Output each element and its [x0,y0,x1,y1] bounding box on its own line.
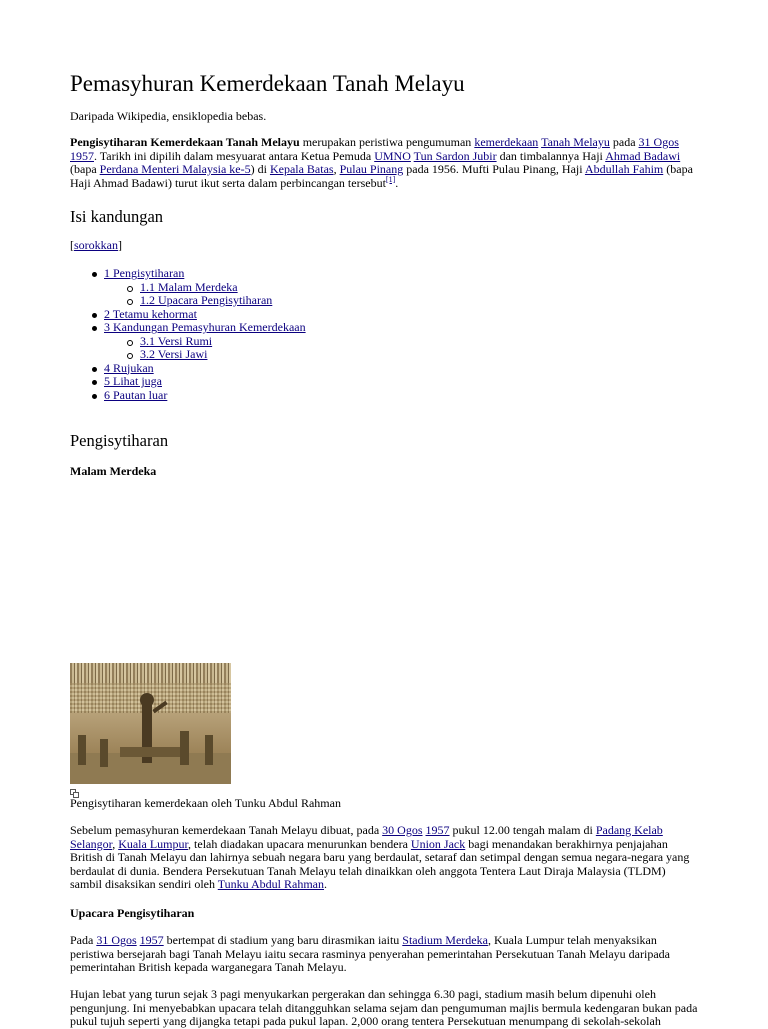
bullet-icon [127,286,133,292]
photo-declaration[interactable] [70,663,231,784]
body-text: , telah diadakan upacara menurunkan bendera [188,836,411,851]
intro-text: (bapa [70,162,100,176]
intro-text: . [395,175,399,190]
toc-item [70,389,306,403]
photo-table [120,747,180,757]
toc-label: Versi Rumi [155,333,213,348]
paragraph-upacara [70,934,698,975]
toc-number: 5 [104,374,110,388]
toc-label: Pengisytiharan [110,266,185,280]
photo-figure-head [140,693,154,707]
bullet-icon [127,340,133,346]
toc-label: Versi Jawi [155,347,208,361]
toc-number: 1 [104,266,110,280]
toc-link[interactable] [104,361,154,375]
link-kemerdekaan[interactable]: kemerdekaan [474,135,539,149]
bullet-icon [92,313,97,318]
bullet-icon [92,272,97,277]
photo-figure [100,739,108,767]
intro-text: dan timbalannya Haji [496,148,606,163]
intro-text: . Tarikh ini dipilih dalam mesyuarat antara Ketua Pemuda [94,148,375,163]
bullet-icon [92,394,97,399]
body-text: . [324,877,328,891]
link-kepala-batas[interactable]: Kepala Batas [269,162,334,176]
body-text: , Kuala Lumpur telah menyaksikan peristiwa bersejarah bagi Tanah Melayu iaitu secara rasminya penyerahan pemerintahan Persekutuan Tanah Melayu daripada pemerintahan British kepada warganegara Tanah Melayu. [70,933,670,974]
link-umno[interactable]: UMNO [374,148,411,163]
intro-text: , [333,162,340,176]
link-padang-kelab-selangor[interactable]: Padang Kelab Selangor [70,823,663,851]
toc-number: 3.2 [140,347,155,361]
paragraph-hujan: Hujan lebat yang turun sejak 3 pagi menyukarkan pergerakan dan sehingga 6.30 pagi, stadium masih belum dipenuhi oleh pengunjung. Ini menyebabkan upacara telah ditangguhkan selama sejam dan pengumuman majlis bermula kedengaran bukan pada pukul tujuh seperti yang dijangka tetapi pada pukul lapan. 2,000 orang tentera Persekutuan menumpang di sekolah-sekolah [70,987,698,1028]
photo-caption: Pengisytiharan kemerdekaan oleh Tunku Abdul Rahman [70,796,341,810]
link-1957[interactable]: 1957 [139,933,164,947]
toc-link[interactable] [140,334,212,348]
body-text: bagi menandakan berakhirnya penjajahan British di Tanah Melayu dan lahirnya sebuah negara baru yang berdaulat, setaraf dan setimpal dengan semua negara-negara yang berdaulat di dunia. Bendera Persekutuan Tanah Melayu telah dinaikkan oleh anggota Tentera Laut Diraja Malaysia (TLDM) sambil disaksikan sendiri oleh [70,836,690,891]
body-text: bertempat di stadium yang baru dirasmikan iaitu [163,933,403,947]
toc-number: 6 [104,387,110,402]
paragraph-malam-merdeka [70,824,698,892]
toc-link[interactable] [140,280,238,294]
toc-label: Pautan luar [110,387,168,402]
toc-label: Lihat juga [110,374,162,388]
bullet-icon [127,299,133,305]
toc-label: Malam Merdeka [155,279,238,294]
intro-text: pada 1956. Mufti Pulau Pinang, Haji [403,162,585,176]
tagline: Daripada Wikipedia, ensiklopedia bebas. [70,109,267,123]
toc-item [70,267,306,281]
link-31-ogos[interactable]: 31 Ogos [638,135,679,149]
intro-text: (bapa Haji Ahmad Badawi) turut ikut serta dalam perbincangan tersebut [70,162,693,190]
toc-label: Kandungan Pemasyhuran Kemerdekaan [110,320,306,334]
bullet-icon [92,367,97,372]
toc-number: 3 [104,320,110,334]
toc-heading: Isi kandungan [70,207,164,226]
toc-item [70,335,306,349]
link-kuala-lumpur[interactable]: Kuala Lumpur [118,836,189,851]
body-text: Pada [70,933,97,947]
intro-text: merupakan peristiwa pengumuman [299,135,475,149]
toc-label: Rujukan [110,360,154,375]
section-heading-pengisytiharan: Pengisytiharan [70,431,169,450]
intro-bold: Pengisytiharan Kemerdekaan Tanah Melayu [70,135,300,149]
link-ahmad-badawi[interactable]: Ahmad Badawi [605,148,681,163]
link-perdana-menteri[interactable]: Perdana Menteri Malaysia ke-5 [99,162,251,176]
toc-number: 4 [104,360,110,375]
link-31-ogos[interactable]: 31 Ogos [96,933,137,947]
photo-figure [180,731,189,765]
intro-text: ) di [250,162,270,176]
toc-link[interactable] [140,347,207,361]
toc-link[interactable] [104,307,197,321]
toc-item [70,362,306,376]
link-tunku-abdul-rahman[interactable]: Tunku Abdul Rahman [217,877,325,891]
photo-figure [78,735,86,765]
toc-link[interactable] [104,374,162,388]
page-title: Pemasyhuran Kemerdekaan Tanah Melayu [70,71,465,96]
toc-label: Upacara Pengisytiharan [155,293,273,307]
toc-item [70,281,306,295]
bullet-icon [127,353,133,359]
link-1957[interactable]: 1957 [70,148,94,163]
intro-text: pada [609,135,639,149]
bullet-icon [92,380,97,385]
body-text: pukul 12.00 tengah malam di [449,823,596,837]
body-text: , [112,836,119,851]
link-1957[interactable]: 1957 [425,823,450,837]
toc-number: 1.2 [140,293,155,307]
bullet-icon [92,326,97,331]
toc-link[interactable] [104,388,167,402]
toc-number: 2 [104,306,110,321]
body-text: Sebelum pemasyhuran kemerdekaan Tanah Melayu dibuat, pada [70,823,383,837]
toc-label: Tetamu kehormat [110,306,197,321]
subsection-heading-upacara: Upacara Pengisytiharan [70,906,195,920]
toc-number: 1.1 [140,279,155,294]
toc-item [70,321,306,335]
toc-number: 3.1 [140,333,155,348]
photo-figure [205,735,213,765]
toc-item [70,348,306,362]
reference-link[interactable]: [1] [385,174,396,184]
link-30-ogos[interactable]: 30 Ogos [382,823,423,837]
intro-paragraph [70,136,698,190]
toc-link[interactable] [104,320,306,334]
subsection-heading-malam-merdeka: Malam Merdeka [70,464,157,478]
toc-toggle: [sorokkan] [70,238,122,252]
link-tanah-melayu[interactable]: Tanah Melayu [541,135,610,149]
link-union-jack[interactable]: Union Jack [410,836,466,851]
link-pulau-pinang[interactable]: Pulau Pinang [339,162,404,176]
link-stadium-merdeka[interactable]: Stadium Merdeka [402,933,488,947]
toc-item [70,294,306,308]
link-abdullah-fahim[interactable]: Abdullah Fahim [584,162,664,176]
toc-item [70,375,306,389]
toc-list [70,267,306,402]
toc-hide-link[interactable]: sorokkan [74,238,118,252]
toc-link[interactable] [140,293,272,307]
toc-link[interactable] [104,266,184,280]
link-tun-sardon-jubir[interactable]: Tun Sardon Jubir [413,148,497,163]
toc-item [70,308,306,322]
